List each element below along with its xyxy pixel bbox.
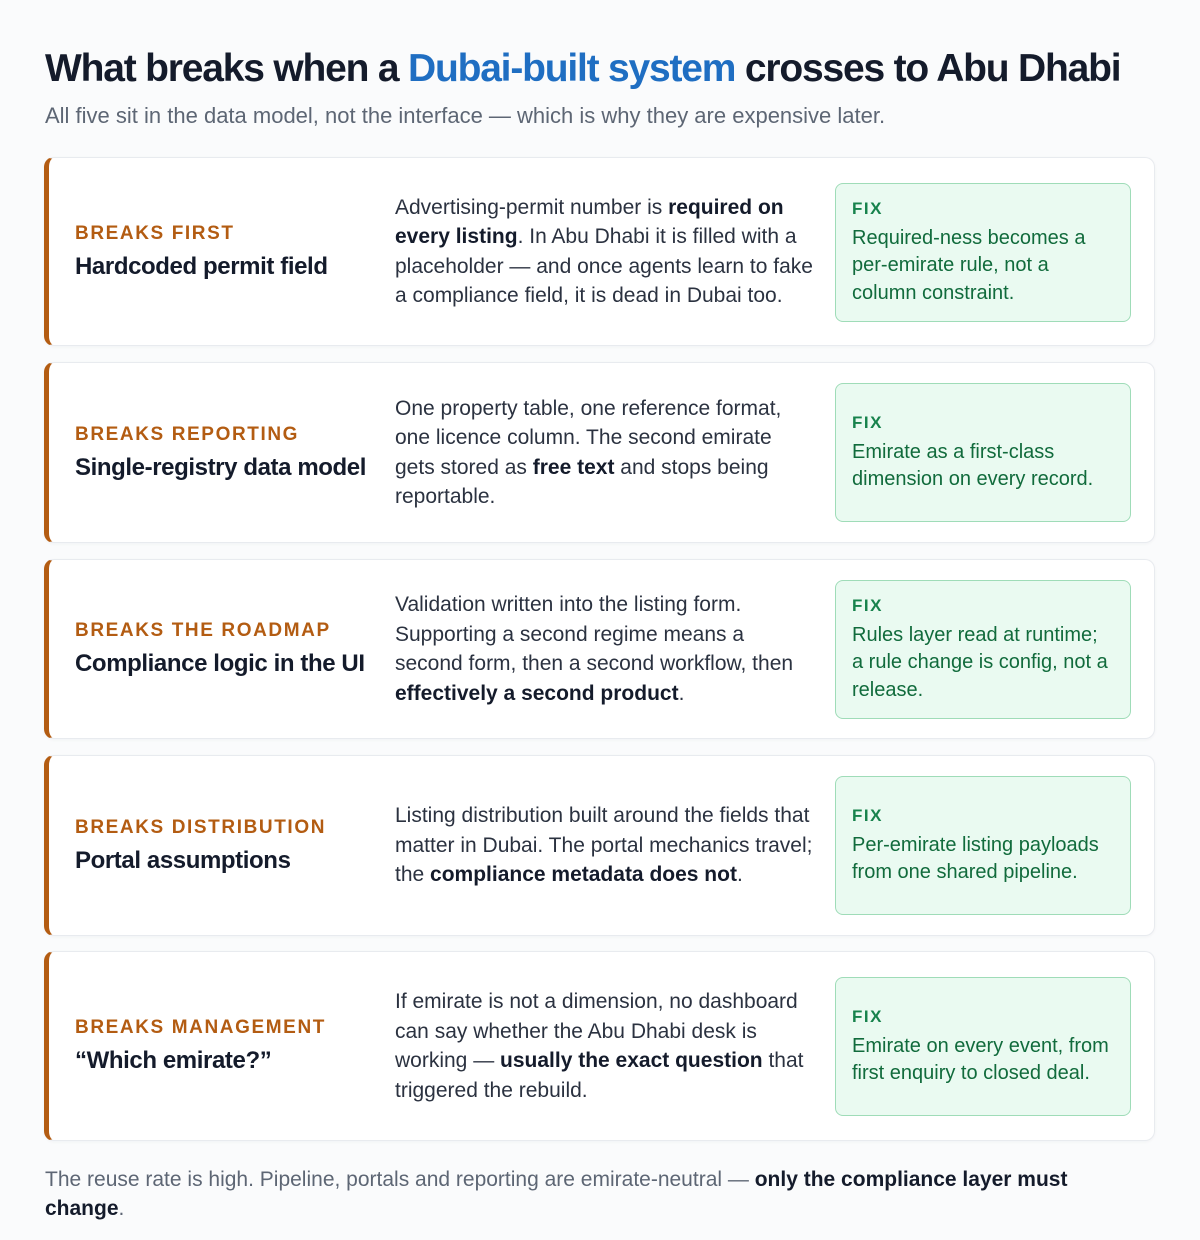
fix-box bbox=[835, 776, 1131, 915]
card-description bbox=[395, 363, 815, 542]
card-label-column bbox=[75, 560, 375, 738]
footer-text-end: . bbox=[118, 1197, 125, 1220]
card-title: “Which emirate?” bbox=[75, 1047, 272, 1074]
card-title: Portal assumptions bbox=[75, 846, 291, 874]
desc-text: . In Abu Dhabi it is filled with a placeholder — and once agents learn to fake a compliance field, it is dead in Dubai too. bbox=[395, 225, 813, 307]
desc-text: . bbox=[736, 863, 743, 887]
fix-box bbox=[835, 977, 1131, 1116]
fix-label: FIX bbox=[852, 198, 883, 218]
desc-emphasis: compliance metadata does not bbox=[430, 863, 737, 887]
issue-card-which-emirate bbox=[44, 951, 1155, 1141]
fix-box bbox=[835, 183, 1131, 322]
footer-note bbox=[45, 1165, 1145, 1223]
footer-text: The reuse rate is high. Pipeline, portals and reporting are emirate-neutral — bbox=[45, 1168, 755, 1191]
issue-card-data-model bbox=[44, 362, 1155, 543]
title-end: crosses to Abu Dhabi bbox=[735, 47, 1121, 90]
fix-text: Rules layer read at runtime; a rule change is config, not a release. bbox=[852, 623, 1108, 701]
card-tag: BREAKS REPORTING bbox=[75, 423, 300, 445]
fix-text: Emirate on every event, from first enquiry to closed deal. bbox=[852, 1034, 1109, 1084]
card-description bbox=[395, 560, 815, 738]
card-description bbox=[395, 952, 815, 1140]
title-highlight: Dubai-built system bbox=[407, 47, 736, 90]
issue-card-permit-field bbox=[44, 157, 1155, 346]
desc-text: . bbox=[678, 681, 685, 705]
desc-text: Validation written into the listing form. Supporting a second regime means a second form, then a second workflow, then bbox=[395, 593, 794, 675]
fix-box bbox=[835, 580, 1131, 719]
card-label-column bbox=[75, 952, 375, 1140]
desc-emphasis: free text bbox=[532, 455, 615, 479]
card-label-column bbox=[75, 363, 375, 542]
desc-text: that triggered the rebuild. bbox=[395, 1049, 804, 1102]
fix-text: Per-emirate listing payloads from one shared pipeline. bbox=[852, 833, 1099, 883]
desc-text: and stops being reportable. bbox=[395, 455, 769, 508]
desc-text: Listing distribution built around the fields that matter in Dubai. The portal mechanics travel; the bbox=[395, 804, 813, 887]
card-label-column bbox=[75, 756, 375, 935]
card-tag: BREAKS FIRST bbox=[75, 222, 235, 244]
issue-card-compliance-logic bbox=[44, 559, 1155, 739]
fix-label: FIX bbox=[852, 595, 883, 615]
fix-label: FIX bbox=[852, 412, 883, 432]
card-tag: BREAKS MANAGEMENT bbox=[75, 1017, 326, 1038]
card-title: Compliance logic in the UI bbox=[75, 650, 365, 677]
desc-text: Advertising-permit number is bbox=[395, 195, 669, 219]
title-start: What breaks when a bbox=[45, 47, 408, 90]
issue-card-portal-assumptions bbox=[44, 755, 1155, 936]
desc-text: One property table, one reference format, one licence column. The second emirate gets stored as bbox=[395, 396, 782, 479]
card-title: Single-registry data model bbox=[75, 453, 367, 481]
card-description bbox=[395, 756, 815, 935]
card-description bbox=[395, 158, 815, 345]
page-title bbox=[45, 44, 1120, 94]
fix-text: Required-ness becomes a per-emirate rule, not a column constraint. bbox=[852, 226, 1086, 304]
footer-emphasis: only the compliance layer must change bbox=[45, 1168, 1068, 1220]
fix-text: Emirate as a first-class dimension on every record. bbox=[852, 440, 1094, 490]
fix-box bbox=[835, 383, 1131, 522]
page-subtitle: All five sit in the data model, not the interface — which is why they are expensive later. bbox=[45, 103, 886, 128]
fix-label: FIX bbox=[852, 805, 883, 825]
card-tag: BREAKS THE ROADMAP bbox=[75, 620, 331, 641]
desc-emphasis: usually the exact question bbox=[500, 1049, 763, 1072]
card-title: Hardcoded permit field bbox=[75, 252, 328, 280]
card-tag: BREAKS DISTRIBUTION bbox=[75, 816, 327, 838]
card-label-column bbox=[75, 158, 375, 345]
desc-emphasis: effectively a second product bbox=[395, 681, 679, 705]
desc-emphasis: required on every listing bbox=[395, 195, 784, 248]
desc-text: If emirate is not a dimension, no dashboard can say whether the Abu Dhabi desk is working — bbox=[395, 990, 798, 1072]
fix-label: FIX bbox=[852, 1006, 883, 1026]
